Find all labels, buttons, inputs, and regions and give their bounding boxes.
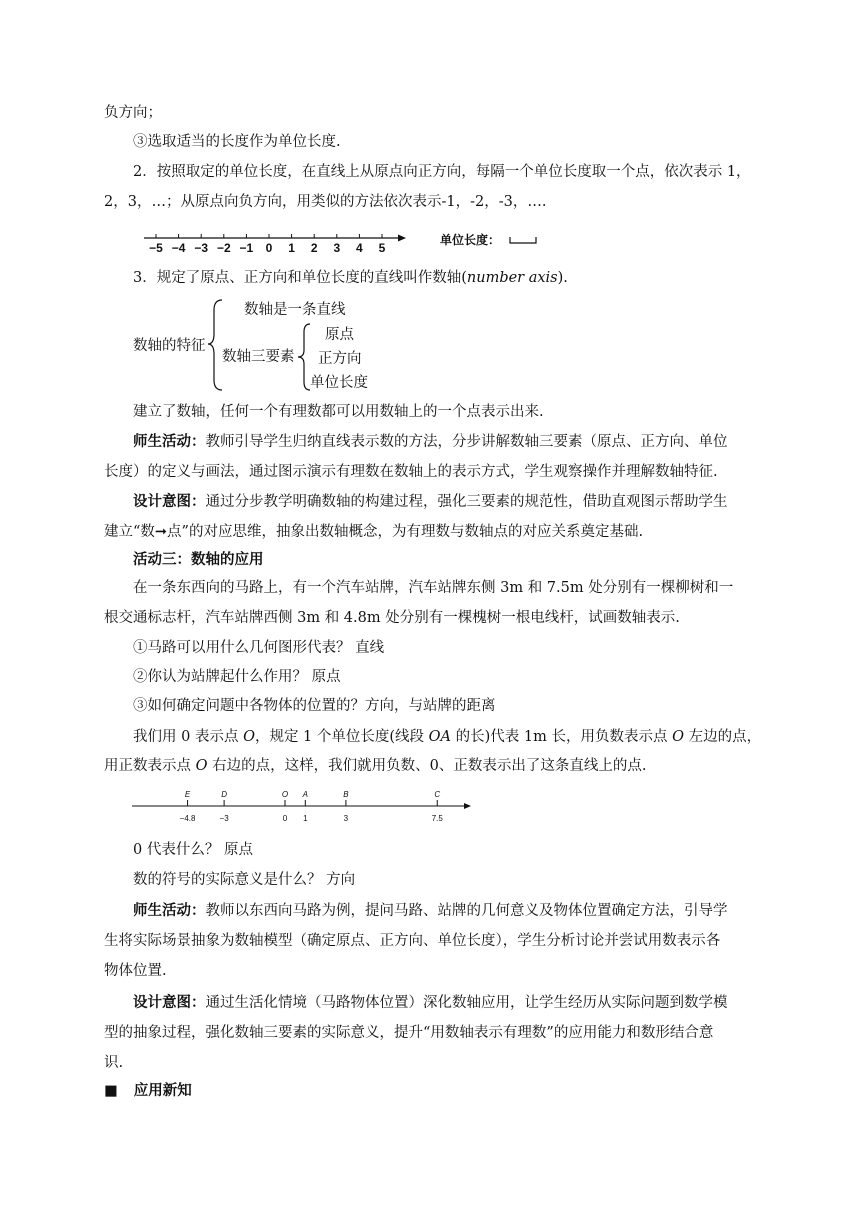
road-axis-figure	[128, 786, 488, 826]
section-heading: 活动三：数轴的应用	[133, 551, 264, 568]
text-line: 根交通标志杆，汽车站牌西侧 3m 和 4.8m 处分别有一棵槐树一根电线杆，试画数轴表示.	[104, 610, 680, 626]
axis-tick-label: 0	[265, 241, 273, 255]
text-line: 物体位置.	[104, 963, 167, 979]
axis-tick-label: −5	[149, 241, 163, 255]
text-line: 型的抽象过程，强化数轴三要素的实际意义，提升“用数轴表示有理数”的应用能力和数形结合意	[104, 1025, 714, 1041]
text-line: 2．按照取定的单位长度，在直线上从原点向正方向，每隔一个单位长度取一个点，依次表示 1，	[133, 164, 751, 180]
point-value: 1	[303, 814, 308, 823]
text-line: ①马路可以用什么几何图形代表？ 直线	[133, 640, 385, 656]
text-line: 建立“数➞点”的对应思维，抽象出数轴概念，为有理数与数轴点的对应关系奠定基础.	[104, 524, 644, 540]
text-line: 我们用 0 表示点 O，规定 1 个单位长度(线段 OA 的长)代表 1m 长，用负数表示点 O 左边的点，	[133, 729, 762, 745]
axis-tick-label: −1	[239, 241, 254, 255]
text-line: 生将实际场景抽象为数轴模型（确定原点、正方向、单位长度），学生分析讨论并尝试用数表示各	[104, 933, 721, 949]
text-line: 师生活动：教师以东西向马路为例，提问马路、站牌的几何意义及物体位置确定方法，引导学	[133, 902, 728, 919]
text-line: ③选取适当的长度作为单位长度.	[133, 134, 341, 150]
axis-tick-label: −3	[194, 241, 209, 255]
axis-tick-label: −2	[216, 241, 231, 255]
point-value: 0	[282, 814, 288, 823]
section-heading: ■ 应用新知	[104, 1082, 192, 1099]
point-value: −3	[219, 814, 229, 823]
axis-tick-label: 5	[378, 241, 386, 255]
feature-item: 数轴三要素	[222, 349, 295, 365]
point-letter: A	[302, 790, 308, 799]
text-line: 2，3，…；从原点向负方向，用类似的方法依次表示-1，-2，-3，….	[104, 194, 547, 210]
number-axis-figure	[140, 228, 560, 258]
point-letter: E	[184, 790, 191, 799]
text-line: ③如何确定问题中各物体的位置的？方向，与站牌的距离	[133, 698, 496, 714]
axis-tick-label: 3	[333, 241, 341, 255]
text-line: 识.	[104, 1055, 124, 1071]
unit-length-label: 单位长度：	[440, 233, 501, 247]
text-line: 在一条东西向的马路上，有一个汽车站牌，汽车站牌东侧 3m 和 7.5m 处分别有一棵柳树和一	[133, 580, 734, 596]
element-direction: 正方向	[318, 351, 362, 367]
text-line: 用正数表示点 O 右边的点，这样，我们就用负数、0、正数表示出了这条直线上的点.	[104, 758, 647, 774]
text-line: 0 代表什么？ 原点	[133, 842, 253, 858]
axis-tick-label: 1	[288, 241, 295, 255]
point-value: 3	[343, 814, 349, 823]
text-line: 负方向；	[104, 105, 162, 121]
point-letter: C	[434, 790, 441, 799]
axis-tick-label: −4	[171, 241, 186, 255]
point-value: −4.8	[179, 814, 196, 823]
text-line: 长度）的定义与画法，通过图示演示有理数在数轴上的表示方式，学生观察操作并理解数轴特征.	[104, 464, 718, 480]
point-letter: O	[281, 790, 289, 799]
text-line: 建立了数轴，任何一个有理数都可以用数轴上的一个点表示出来.	[133, 404, 544, 420]
features-title: 数轴的特征	[133, 338, 206, 354]
text-line: 数的符号的实际意义是什么？ 方向	[133, 872, 356, 888]
point-value: 7.5	[431, 814, 443, 823]
element-origin: 原点	[325, 327, 354, 343]
square-bullet-icon: ■	[104, 1082, 118, 1099]
element-unit: 单位长度	[310, 375, 368, 391]
text-line: 3．规定了原点、正方向和单位长度的直线叫作数轴(number axis).	[133, 270, 568, 286]
text-line: 师生活动：教师引导学生归纳直线表示数的方法，分步讲解数轴三要素（原点、正方向、单位	[133, 433, 728, 450]
axis-tick-label: 4	[356, 241, 363, 255]
point-letter: B	[343, 790, 349, 799]
text-line: 设计意图：通过分步教学明确数轴的构建过程，强化三要素的规范性，借助直观图示帮助学生	[133, 493, 728, 510]
axis-tick-label: 2	[310, 241, 318, 255]
feature-item: 数轴是一条直线	[244, 302, 346, 318]
unit-length-mark	[510, 237, 536, 243]
big-brace	[207, 298, 227, 394]
text-line: 设计意图：通过生活化情境（马路物体位置）深化数轴应用，让学生经历从实际问题到数学模	[133, 994, 728, 1011]
point-letter: D	[221, 790, 227, 799]
text-line: ②你认为站牌起什么作用？ 原点	[133, 669, 341, 685]
